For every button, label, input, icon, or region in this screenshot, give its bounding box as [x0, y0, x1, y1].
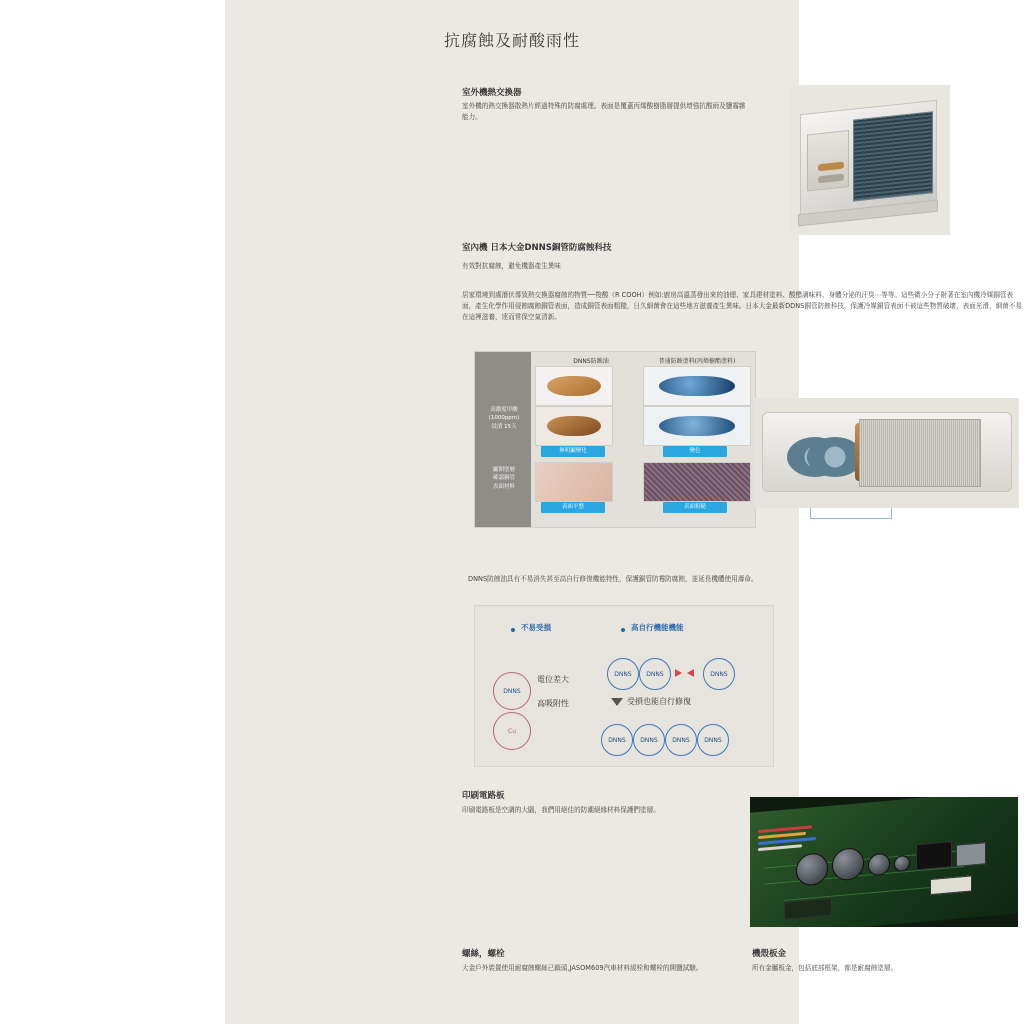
tube-shape [547, 416, 602, 436]
bullet-icon-right [621, 628, 625, 632]
features-panel [474, 605, 774, 767]
copper-tube-photo-2 [536, 407, 612, 445]
section-text-indoor-1: 有效對抗腐蝕，避免機器產生異味 [462, 262, 561, 270]
comparison-cell-normal-bottom [643, 406, 751, 446]
comparison-tag-1: 無明顯變化 [541, 446, 605, 457]
comparison-col-header-dnns: DNNS防蝕油 [573, 358, 609, 365]
comparison-cell-dnns-bottom [535, 406, 613, 446]
section-text-outdoor: 室外機的熱交換器散熱片經過特殊的防腐處理。表面是覆蓋丙烯酸樹脂層提供增強抗酸雨及鹽霧雜能力。 [462, 102, 746, 121]
bullet-icon-left [511, 628, 515, 632]
section-heading-indoor: 室內機 日本大金DNNS銅管防腐蝕科技 [462, 243, 612, 253]
capacitor-small [894, 855, 910, 872]
relay [930, 875, 972, 895]
feature-title-left: 不易受損 [521, 623, 551, 632]
comparison-cell-normal-top [643, 366, 751, 406]
outdoor-unit-grille [853, 111, 933, 201]
feature-left-label-1: 電位差大 [537, 675, 569, 684]
feature-title-right: 高自行機能機能 [631, 623, 684, 632]
comparison-row1-label: 高濃度甲酸 (1000ppm) 浸漬 15天 [488, 407, 520, 430]
heat-exchanger-coil [859, 419, 981, 487]
badge-dnns-left: DNNS [493, 672, 531, 710]
comparison-cell-surface-smooth [535, 462, 613, 502]
section-text-panel: 所有金屬板金，包括底部框架，都是耐腐蝕塗層。 [752, 964, 898, 972]
comparison-tag-3: 表面平整 [541, 502, 605, 513]
indoor-unit-cutaway-photo [754, 398, 1019, 508]
coated-tube-photo-1 [644, 367, 750, 405]
badge-dnns-bottom-2: DNNS [633, 724, 665, 756]
wire-white [758, 844, 802, 851]
section-heading-pcb: 印刷電路板 [462, 791, 505, 801]
badge-dnns-bottom-3: DNNS [665, 724, 697, 756]
arrow-down-icon [611, 698, 623, 706]
arrow-left-icon [687, 669, 694, 677]
comparison-cell-dnns-top [535, 366, 613, 406]
arrow-right-icon [675, 669, 682, 677]
document-page [225, 0, 1022, 1024]
section-heading-screws: 螺絲，螺栓 [462, 949, 505, 959]
badge-cu-left: Cu [493, 712, 531, 750]
mid-note-text: DNNS防蝕油具有不易消失甚至高自行修復機能特性，保護銅管防霉防腐蝕，並延長機體使用壽命。 [468, 575, 758, 583]
feature-left-label-2: 高吸附性 [537, 699, 569, 708]
coated-tube-photo-2 [644, 407, 750, 445]
comparison-row-label-column [475, 352, 531, 527]
comparison-tag-4: 表面粗糙 [663, 502, 727, 513]
badge-dnns-bottom-1: DNNS [601, 724, 633, 756]
comparison-row2-label: 顯開塗層 確認銅管 表面材料 [492, 467, 515, 490]
section-text-indoor-2: 居家環境到處潛伏導致熱交換器腐蝕的物質──羧酸（R COOH）例如:廚房高溫蒸發出來的油煙、家具建材塗料、酸醋調味料、身體分泌的汗臭⋯等等。這些微小分子附著在室內機冷媒銅管表面，產生化學作用侵蝕腐蝕銅管表面，造成銅管表面粗糙，日久細菌會在這些地方滋養產生異味。日本大金最新DDNS銅管防蝕科技，保護冷媒銅管表面不被這些物質破壞，表面光滑，細菌不易在這裡滋養，達而常保空氣清新。 [462, 291, 1022, 321]
badge-dnns-top-2: DNNS [639, 658, 671, 690]
comparison-tag-2: 變色 [663, 446, 727, 457]
tube-shape [547, 376, 602, 396]
comparison-cell-surface-rough [643, 462, 751, 502]
capacitor-large-2 [832, 847, 864, 882]
badge-dnns-top-3: DNNS [703, 658, 735, 690]
page-title: 抗腐蝕及耐酸雨性 [443, 31, 580, 50]
badge-dnns-top-1: DNNS [607, 658, 639, 690]
feature-repair-label: 受損也能自行修復 [627, 697, 691, 706]
copper-pipe-icon [818, 162, 844, 172]
pcb-board [750, 797, 1018, 927]
copper-tube-photo-1 [536, 367, 612, 405]
tube-shape [659, 376, 735, 396]
section-heading-outdoor: 室外機熱交換器 [462, 88, 522, 98]
section-text-pcb: 印刷電路板是空調的大腦，我們用絕佳的防潮絕緣材料保護們塗層。 [462, 806, 660, 814]
section-text-screws: 大金戶外裝置使用耐腐蝕螺絲已鎖頭,JASOM609汽車材料緩栓和螺栓的開鹽試驗。 [462, 964, 703, 972]
badge-dnns-bottom-4: DNNS [697, 724, 729, 756]
terminal-block [784, 898, 832, 920]
section-heading-panel: 機殼板金 [752, 949, 787, 959]
outdoor-unit-photo [790, 85, 950, 235]
capacitor-large-1 [796, 852, 828, 887]
service-valve-icon [818, 174, 844, 184]
chip-1 [916, 841, 952, 870]
cutaway-shell [762, 412, 1012, 492]
tube-shape [659, 416, 735, 436]
comparison-col-header-normal: 普通防蝕塗料(丙烯樹酯塗料) [658, 358, 736, 365]
comparison-panel [474, 351, 756, 528]
heatsink [956, 842, 986, 867]
outdoor-unit-side-panel [807, 130, 849, 191]
pcb-photo [750, 797, 1018, 927]
